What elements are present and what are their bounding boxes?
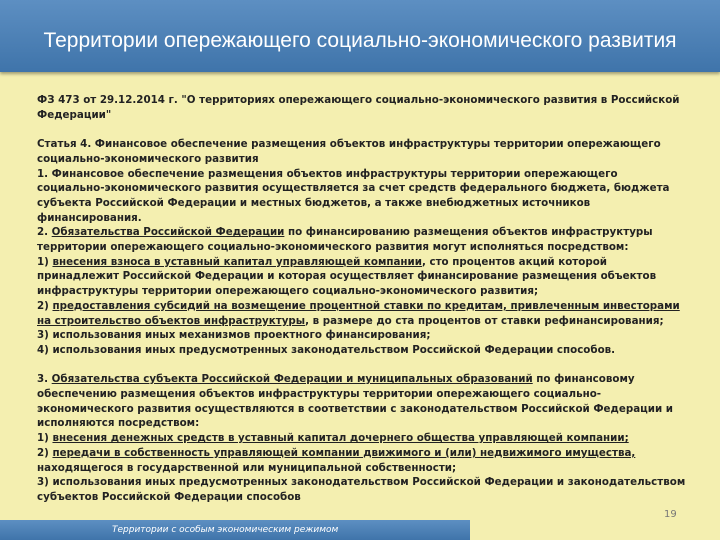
paragraph-2: 2. Обязательства Российской Федерации по финансированию размещения объектов инфраструктуры территории опережающего социально-экономического развития могут исполняться посредством: (37, 226, 653, 254)
document-body (37, 93, 687, 505)
list-item: 1) внесения взноса в уставный капитал управляющей компании, сто процентов акций которой принадлежит Российской Федерации и которая осуществляет финансирование размещения объектов инфраструктуры территории опережающего социально-экономического развития; (37, 255, 657, 298)
link-property-transfer[interactable]: передачи в собственность управляющей компании движимого и (или) недвижимого имущества, (52, 446, 636, 459)
page-number: 19 (664, 509, 677, 520)
list-item: 3) использования иных предусмотренных законодательством Российской Федерации и законодательством субъектов Российской Федерации способов (37, 476, 686, 503)
link-subsidies[interactable]: предоставления субсидий на возмещение процентной ставки по кредитам, привлеченным инвесторами на строительство объектов инфраструктуры (37, 299, 680, 327)
paragraph-1: 1. Финансовое обеспечение размещения объектов инфраструктуры территории опережающего социально-экономического развития осуществляется за счет средств федерального бюджета, бюджета субъекта Российской Федерации и местных бюджетов, а также внебюджетных источников финансирования. (37, 167, 670, 224)
list-item: 3) использования иных механизмов проектного финансирования; (37, 329, 431, 342)
footer-bar (0, 520, 470, 540)
list-item: 2) передачи в собственность управляющей компании движимого и (или) недвижимого имущества, находящегося в государственной или муниципальной собственности; (37, 446, 636, 474)
link-subject-obligations[interactable]: Обязательства субъекта Российской Федерации и муниципальных образований (51, 373, 533, 386)
law-title: ФЗ 473 от 29.12.2014 г. "О территориях опережающего социально-экономического развития в Российской Федерации" (37, 94, 680, 121)
footer-text: Территории с особым экономическим режимом (112, 525, 339, 535)
list-item: 2) предоставления субсидий на возмещение процентной ставки по кредитам, привлеченным инвесторами на строительство объектов инфраструктуры, в размере до ста процентов от ставки рефинансирования; (37, 299, 680, 327)
page-title: Территории опережающего социально-экономического развития (43, 29, 677, 52)
list-item: 1) внесения денежных средств в уставный капитал дочернего общества управляющей компании; (37, 432, 629, 445)
spacer (37, 358, 687, 373)
list-item: 4) использования иных предусмотренных законодательством Российской Федерации способов. (37, 343, 616, 356)
link-federation-obligations[interactable]: Обязательства Российской Федерации (51, 226, 285, 239)
article-heading: Статья 4. Финансовое обеспечение размещения объектов инфраструктуры территории опережающего социально-экономического развития (37, 138, 661, 165)
header-bar (0, 0, 720, 72)
link-subsidiary-capital[interactable]: внесения денежных средств в уставный капитал дочернего общества управляющей компании; (52, 432, 629, 445)
paragraph-3: 3. Обязательства субъекта Российской Федерации и муниципальных образований по финансовому обеспечению размещения объектов инфраструктуры территории опережающего социально-экономического развития осуществляются в соответствии с законодательством Российской Федерации и исполняются посредством: (37, 373, 674, 430)
link-capital-contribution[interactable]: внесения взноса в уставный капитал управляющей компании (52, 255, 422, 268)
spacer (37, 122, 687, 137)
